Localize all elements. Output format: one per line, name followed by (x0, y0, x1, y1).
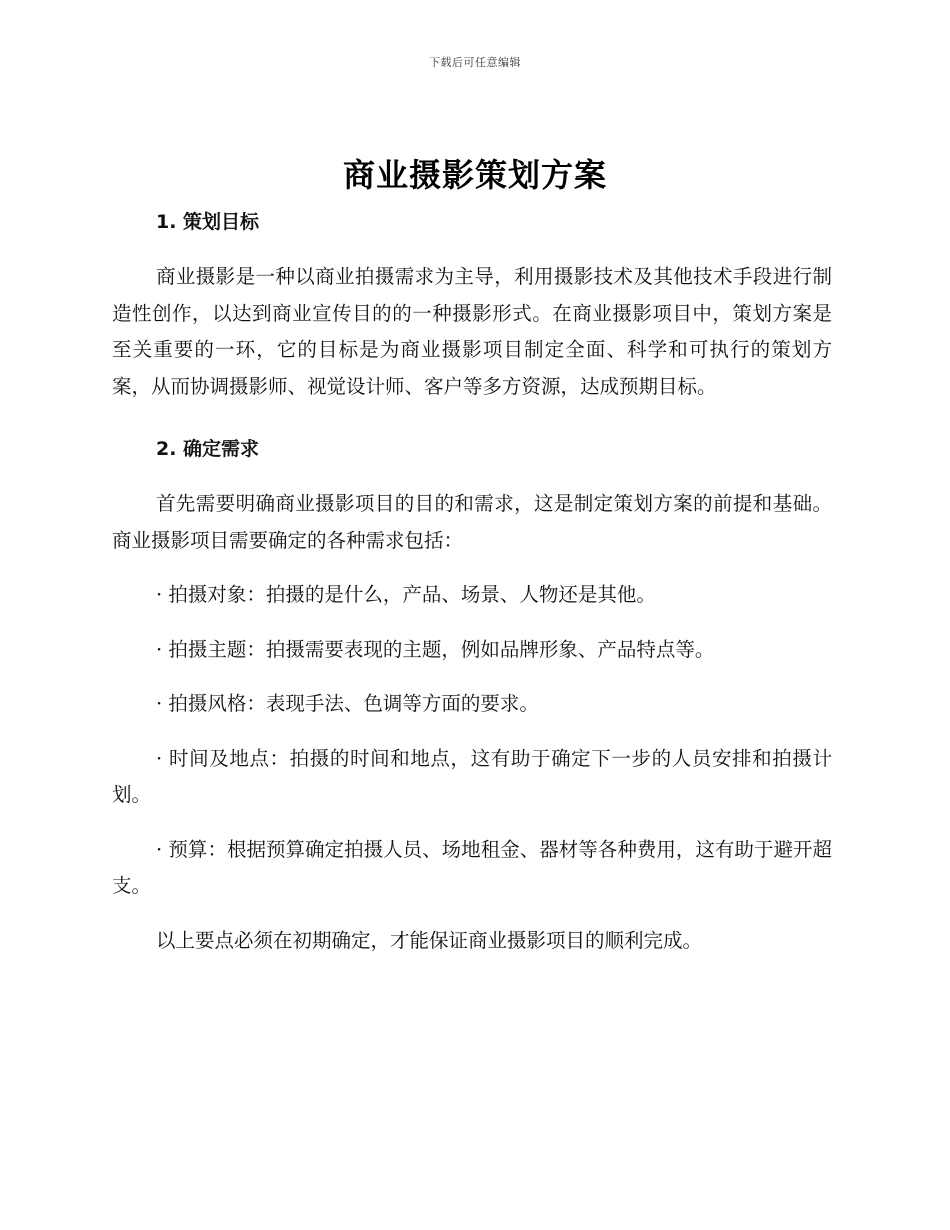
list-item-time-location: · 时间及地点：拍摄的时间和地点，这有助于确定下一步的人员安排和拍摄计划。 (112, 746, 832, 806)
document-body (112, 202, 832, 959)
page-title: 商业摄影策划方案 (342, 156, 607, 194)
paragraph-conclusion: 以上要点必须在初期确定，才能保证商业摄影项目的顺利完成。 (156, 928, 703, 952)
list-item-theme: · 拍摄主题：拍摄需要表现的主题，例如品牌形象、产品特点等。 (156, 637, 715, 661)
paragraph-requirements-intro: 首先需要明确商业摄影项目的目的和需求，这是制定策划方案的前提和基础。商业摄影项目需要确定的各种需求包括： (112, 492, 832, 552)
list-item-subject: · 拍摄对象：拍摄的是什么，产品、场景、人物还是其他。 (156, 583, 656, 606)
header-note: 下载后可任意编辑 (429, 56, 521, 69)
section-heading-goal: 1. 策划目标 (156, 211, 260, 233)
section-heading-requirements: 2. 确定需求 (156, 438, 260, 460)
paragraph-goal: 商业摄影是一种以商业拍摄需求为主导，利用摄影技术及其他技术手段进行制造性创作，以达到商业宣传目的的一种摄影形式。在商业摄影项目中，策划方案是至关重要的一环，它的目标是为商业摄影项目制定全面、科学和可执行的策划方案，从而协调摄影师、视觉设计师、客户等多方资源，达成预期目标。 (112, 265, 832, 398)
list-item-style: · 拍摄风格：表现手法、色调等方面的要求。 (156, 692, 539, 715)
list-item-budget: · 预算：根据预算确定拍摄人员、场地租金、器材等各种费用，这有助于避开超支。 (112, 837, 832, 897)
